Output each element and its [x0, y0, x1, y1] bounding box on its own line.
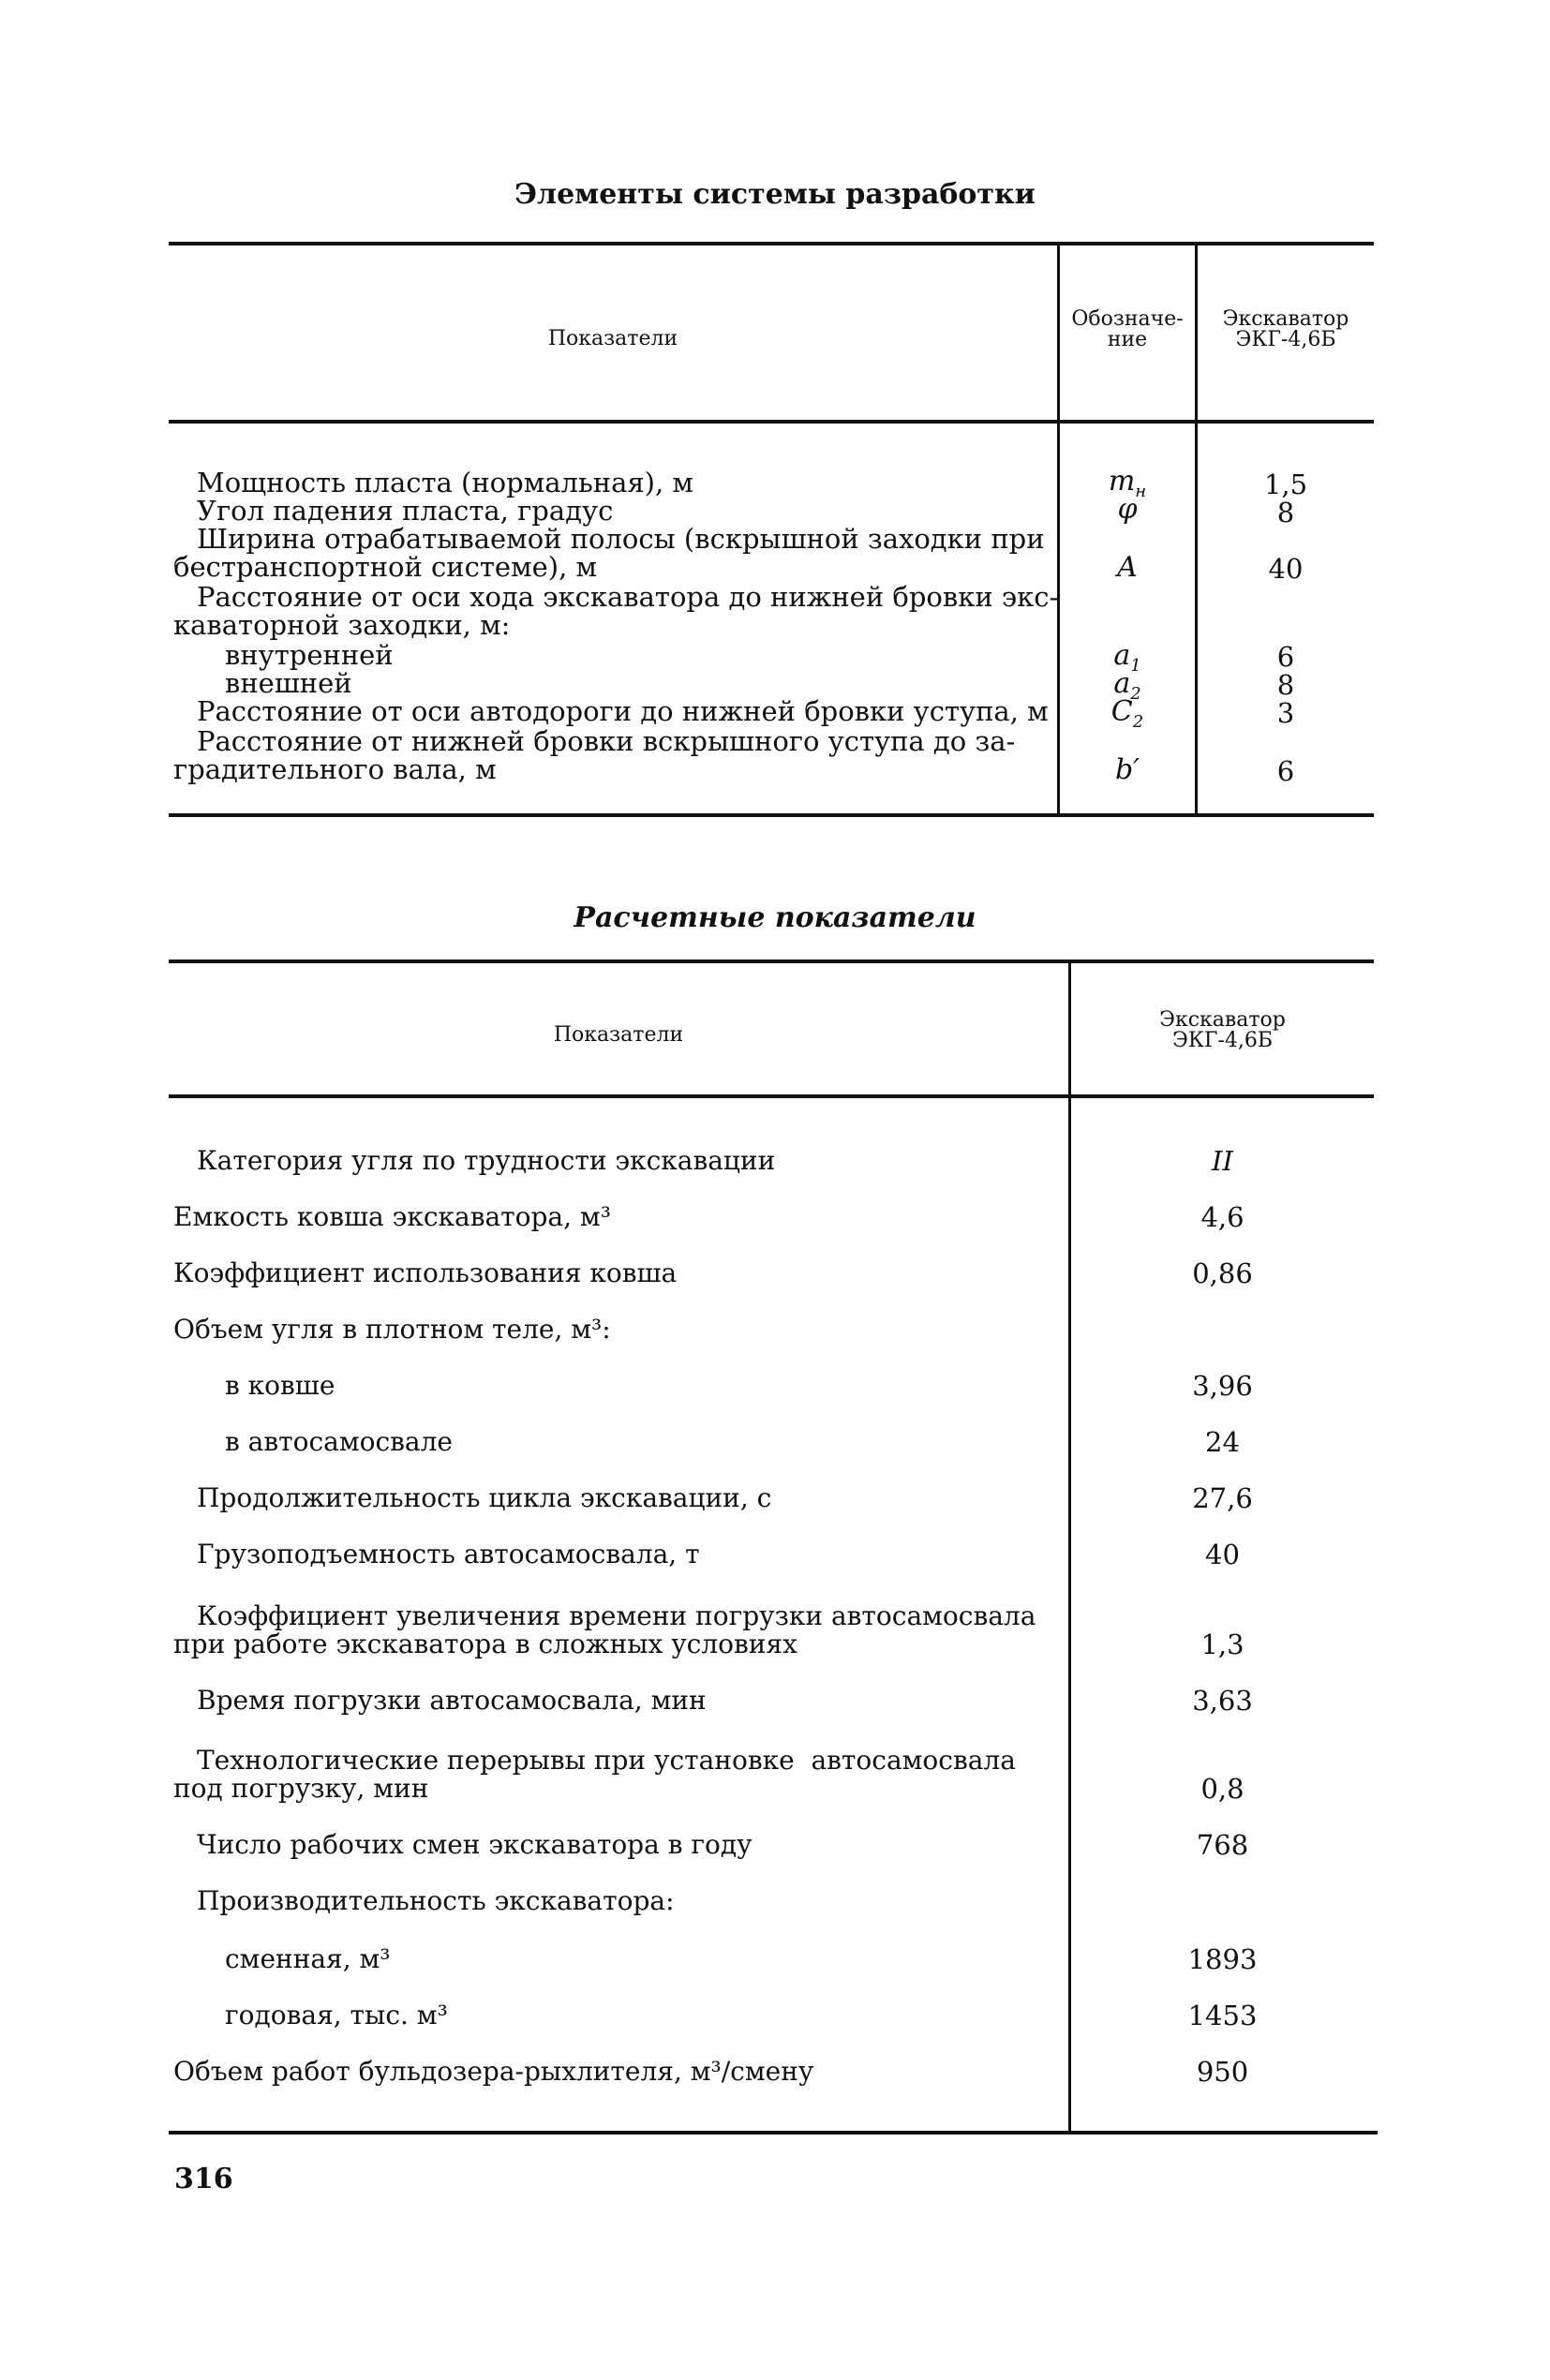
table1-row-value: 1,5 — [1263, 469, 1308, 500]
table2-row-label: Коэффициент увеличения времени погрузки автосамосвала — [197, 1600, 1036, 1631]
table1-header-symbol: Обозначе- ние — [1071, 307, 1184, 351]
table2-top-rule — [169, 959, 1374, 963]
table1-header-excavator: Экскаватор ЭКГ-4,6Б — [1222, 307, 1349, 351]
table2-row-label: в автосамосвале — [225, 1426, 453, 1457]
table2-bottom-rule — [169, 2131, 1378, 2135]
table1-row-label: внешней — [225, 667, 352, 699]
table1-row-label: Расстояние от оси хода экскаватора до нижней бровки экс- — [197, 581, 1059, 613]
table1-row-label: Угол падения пласта, градус — [197, 495, 614, 527]
table1-row-label-cont: градительного вала, м — [173, 753, 497, 785]
table2-row-label: сменная, м³ — [225, 1943, 391, 1974]
table2-row-label: в ковше — [225, 1370, 335, 1401]
table2-title: Расчетные показатели — [574, 901, 976, 934]
table2-row-label: Объем угля в плотном теле, м³: — [173, 1314, 611, 1345]
table1-row-value: 8 — [1276, 669, 1295, 701]
table2-row-label: Объем работ бульдозера-рыхлителя, м³/смену — [173, 2056, 814, 2087]
table2-row-value: 1453 — [1187, 2000, 1258, 2031]
table2-row-label: Категория угля по трудности экскавации — [197, 1145, 776, 1176]
table2-row-value: 40 — [1205, 1539, 1240, 1570]
table2-row-label: Грузоподъемность автосамосвала, т — [197, 1539, 700, 1569]
table2-row-label-cont: под погрузку, мин — [173, 1773, 429, 1804]
table1-row-value: 8 — [1276, 497, 1295, 528]
table2-row-value: 950 — [1196, 2056, 1249, 2088]
table2-row-value: 0,8 — [1200, 1773, 1244, 1805]
table2-row-label: Число рабочих смен экскаватора в году — [197, 1829, 753, 1860]
table1-row-value: 6 — [1276, 755, 1295, 787]
table1-row-symbol: $a_2$ — [1113, 667, 1141, 704]
page-number: 316 — [174, 2163, 233, 2195]
table2-row-label: Продолжительность цикла экскавации, с — [197, 1482, 772, 1513]
table1-row-value: 40 — [1268, 553, 1304, 585]
table1-row-value: 6 — [1276, 641, 1295, 673]
table2-row-value: 24 — [1205, 1426, 1240, 1458]
table1-row-label: Расстояние от оси автодороги до нижней бровки уступа, м — [197, 695, 1049, 727]
table2-row-value: 27,6 — [1192, 1482, 1253, 1514]
table1-top-rule — [169, 242, 1374, 245]
table1-row-value: 3 — [1276, 697, 1295, 729]
table2-row-value: 3,96 — [1192, 1370, 1253, 1402]
table1-row-symbol: $a_1$ — [1113, 639, 1141, 676]
table2-header-rule — [169, 1094, 1374, 1098]
table2-row-value: II — [1212, 1145, 1233, 1177]
table1-row-label-cont: бестранспортной системе), м — [173, 551, 598, 583]
table2-row-label: годовая, тыс. м³ — [225, 2000, 448, 2030]
table2-row-value: 768 — [1196, 1829, 1249, 1861]
table1-row-label: Расстояние от нижней бровки вскрышного уступа до за- — [197, 725, 1016, 757]
table1-bottom-rule — [169, 813, 1374, 817]
table1-header-rule — [169, 420, 1374, 424]
table1-row-label: Мощность пласта (нормальная), м — [197, 467, 693, 498]
table1-row-symbol: $C_2$ — [1110, 695, 1144, 732]
table1-row-label: внутренней — [225, 639, 394, 671]
table1-row-symbol: φ — [1117, 493, 1138, 526]
table2-row-label: Емкость ковша экскаватора, м³ — [173, 1201, 611, 1232]
table2-row-label: Время погрузки автосамосвала, мин — [197, 1685, 707, 1716]
table1-title: Элементы системы разработки — [514, 178, 1036, 211]
table1-row-label: Ширина отрабатываемой полосы (вскрышной заходки при — [197, 523, 1045, 555]
table2-row-label-cont: при работе экскаватора в сложных условиях — [173, 1629, 797, 1659]
table1-header-indicator: Показатели — [547, 327, 678, 350]
table1-row-symbol: b′ — [1114, 753, 1140, 786]
table2-row-label: Коэффициент использования ковша — [173, 1257, 678, 1288]
table2-row-value: 3,63 — [1192, 1685, 1253, 1717]
table2-row-value: 1,3 — [1200, 1629, 1244, 1660]
table1-row-label-cont: каваторной заходки, м: — [173, 609, 511, 641]
table2-row-value: 0,86 — [1192, 1257, 1253, 1289]
table2-header-indicator: Показатели — [553, 1023, 684, 1047]
table2-row-label: Производительность экскаватора: — [197, 1885, 675, 1916]
table2-row-label: Технологические перерывы при установке автосамосвала — [197, 1745, 1016, 1776]
table1-row-symbol: $m_н$ — [1108, 465, 1147, 501]
table2-header-excavator: Экскаватор ЭКГ-4,6Б — [1159, 1008, 1286, 1052]
table2-row-value: 4,6 — [1200, 1201, 1244, 1233]
table1-row-symbol: A — [1117, 551, 1138, 584]
table2-row-value: 1893 — [1187, 1943, 1258, 1975]
